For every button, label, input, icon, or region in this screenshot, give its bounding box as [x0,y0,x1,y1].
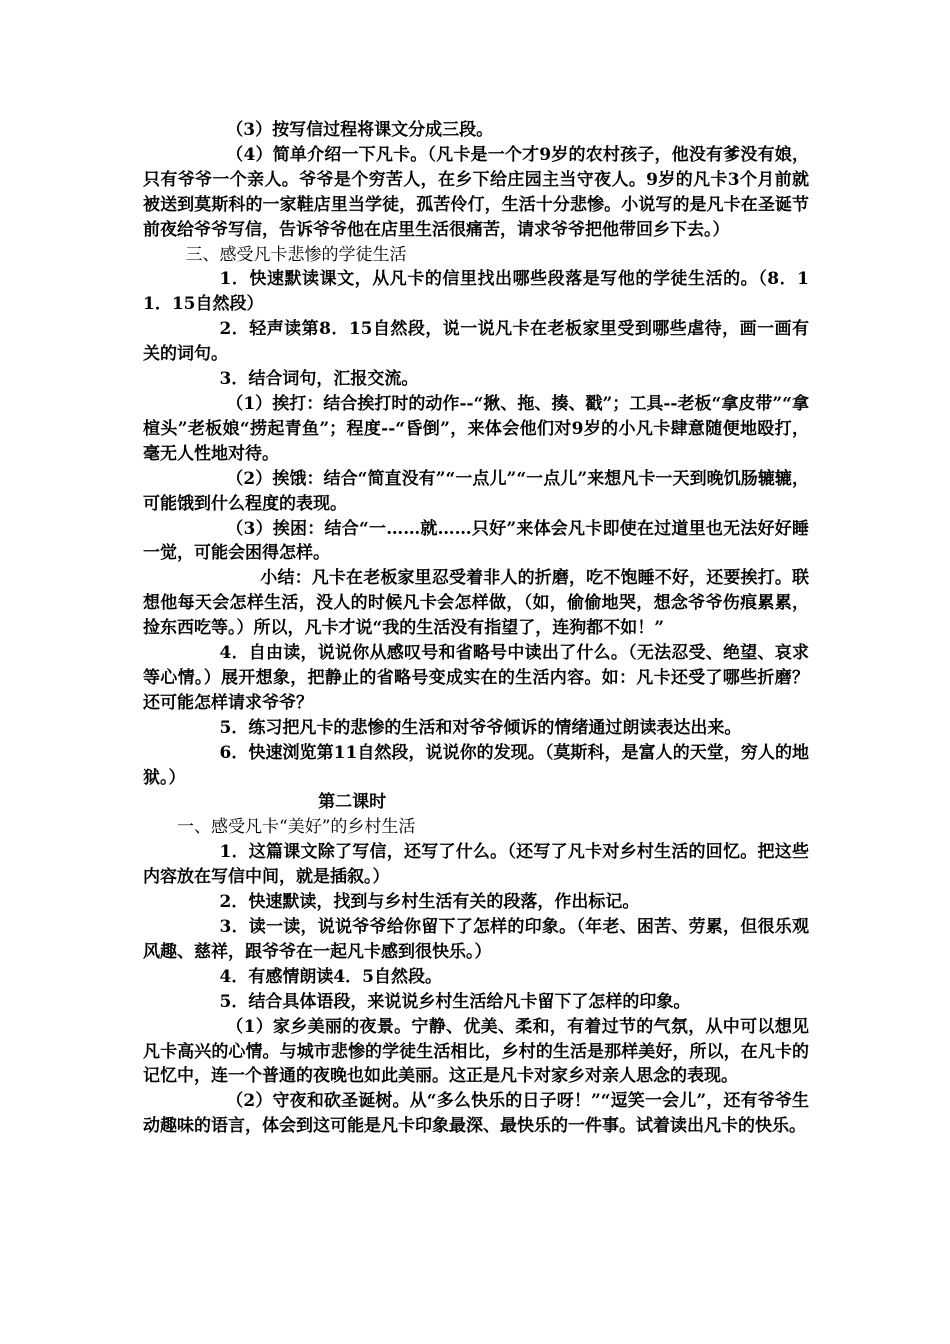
paragraph-beaten: （1）挨打：结合挨打时的动作--“揪、拖、揍、戳”；工具--老板“拿皮带”“拿楦头”老板娘“捞起青鱼”；程度--“昏倒”，来体会他们对9岁的小凡卡肆意随便地殴打，毫无人性地对待。 [143,393,809,464]
paragraph-night-scene: （1）家乡美丽的夜景。宁静、优美、柔和，有着过节的气氛，从中可以想见凡卡高兴的心情。与城市悲惨的学徒生活相比，乡村的生活是那样美好，所以，在凡卡的记忆中，连一个普通的夜晚也如此美丽。这正是凡卡对家乡对亲人思念的表现。 [143,1016,809,1087]
document-body [143,118,809,1139]
section-heading-village-life: 一、感受凡卡“美好”的乡村生活 [177,817,416,838]
paragraph-step-4-intro: （4）简单介绍一下凡卡。（凡卡是一个才9岁的农村孩子，他没有爹没有娘，只有爷爷一个亲人。爷爷是个穷苦人，在乡下给庄园主当守夜人。9岁的凡卡3个月前就被送到莫斯科的一家鞋店里当学徒，孤苦伶仃，生活十分悲惨。小说写的是凡卡在圣诞节前夜给爷爷写信，告诉爷爷他在店里生活很痛苦，请求爷爷把他带回乡下去。） [143,144,809,240]
paragraph-sleepless: （3）挨困：结合“一……就……只好”来体会凡卡即使在过道里也无法好好睡一觉，可能会困得怎样。 [143,518,809,564]
paragraph-village-item-4: 4．有感情朗读4．5自然段。 [219,966,442,987]
paragraph-item-5-practice: 5．练习把凡卡的悲惨的生活和对爷爷倾诉的情绪通过朗读表达出来。 [219,717,742,738]
section-heading-apprentice-life: 三、感受凡卡悲惨的学徒生活 [185,244,407,265]
paragraph-village-item-3: 3．读一读，说说爷爷给你留下了怎样的印象。（年老、困苦、劳累，但很乐观风趣、慈祥，跟爷爷在一起凡卡感到很快乐。） [143,917,809,962]
paragraph-summary: 小结：凡卡在老板家里忍受着非人的折磨，吃不饱睡不好，还要挨打。联想他每天会怎样生活，没人的时候凡卡会怎样做，（如，偷偷地哭，想念爷爷伤痕累累，捡东西吃等。）所以，凡卡才说“我的生活没有指望了，连狗都不如！” [143,568,809,639]
paragraph-village-item-5: 5．结合具体语段，来说说乡村生活给凡卡留下了怎样的印象。 [219,991,691,1012]
paragraph-hunger: （2）挨饿：结合“简直没有”“一点儿”“一点儿”来想凡卡一天到晚饥肠辘辘，可能饿到什么程度的表现。 [143,468,809,514]
paragraph-village-item-1: 1．这篇课文除了写信，还写了什么。（还写了凡卡对乡村生活的回忆。把这些内容放在写信中间，就是插叙。） [143,842,809,888]
paragraph-item-3-report: 3．结合词句，汇报交流。 [219,369,419,390]
paragraph-item-6-browse: 6．快速浏览第11自然段，说说你的发现。（莫斯科，是富人的天堂，穷人的地狱。） [143,742,809,788]
paragraph-step-3: （3）按写信过程将课文分成三段。 [226,120,494,140]
paragraph-village-item-2: 2．快速默读，找到与乡村生活有关的段落，作出标记。 [219,892,640,913]
paragraph-item-1-quick-read: 1．快速默读课文，从凡卡的信里找出哪些段落是写他的学徒生活的。（8．11．15自然段） [143,269,809,315]
lesson-title-second: 第二课时 [318,792,387,813]
paragraph-christmas-tree: （2）守夜和砍圣诞树。从“多么快乐的日子呀！”“逗笑一会儿”，还有爷爷生动趣味的语言，体会到这可能是凡卡印象最深、最快乐的一件事。试着读出凡卡的快乐。 [143,1091,809,1137]
paragraph-item-2-read-aloud: 2．轻声读第8．15自然段，说一说凡卡在老板家里受到哪些虐待，画一画有关的词句。 [143,319,809,365]
paragraph-item-4-free-read: 4．自由读，说说你从感叹号和省略号中读出了什么。（无法忍受、绝望、哀求等心情。）展开想象，把静止的省略号变成实在的生活内容。如：凡卡还受了哪些折磨？还可能怎样请求爷爷？ [143,643,809,713]
